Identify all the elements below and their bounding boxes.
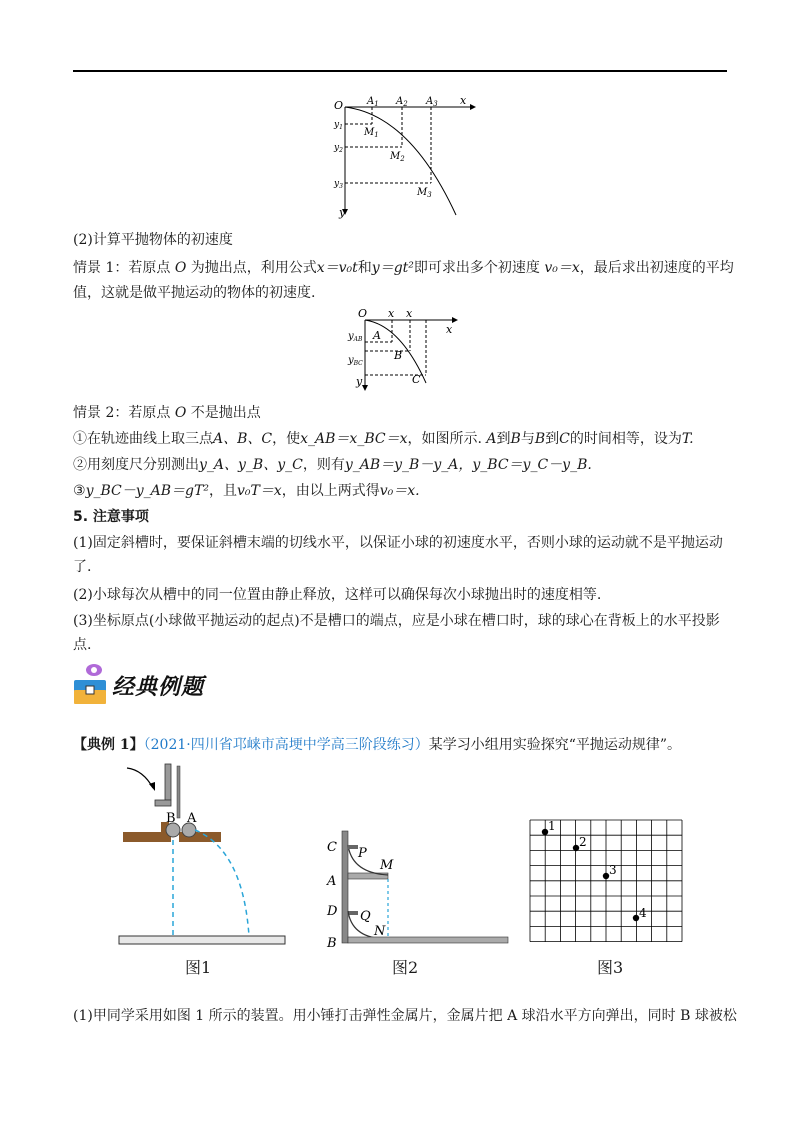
classic-examples-banner [72,660,232,710]
svg-text:M2: $M_2$ [390,151,405,163]
svg-text:A: A [187,811,197,826]
svg-text:P: P [358,846,367,861]
figure-2-apparatus [322,825,512,950]
header-rule [73,70,727,72]
svg-text:M: M [380,858,394,873]
note-2: (2)小球每次从槽中的同一位置由静止释放，这样可以确保每次小球抛出时的速度相等. [73,587,602,603]
svg-text:y: y [356,375,363,388]
trajectory-figure-2 [340,305,465,395]
svg-text:x: x [406,307,413,320]
line-calc-velocity: (2)计算平抛物体的初速度 [73,232,233,248]
figure-2-caption: 图2 [392,958,419,977]
question-1-line: (1)甲同学采用如图 1 所示的装置。用小锤打击弹性金属片，金属片把 A 球沿水平方向弹出，同时 B 球被松 [73,1008,737,1024]
svg-text:2: 2 [579,835,587,849]
svg-text:B: B [394,349,403,362]
line-scenario-1-cont: 值，这就是做平抛运动的物体的初速度. [73,285,316,301]
svg-text:1: 1 [548,819,556,833]
figure-3-grid [528,818,688,946]
svg-text:4: 4 [639,906,647,920]
svg-text:y1: $y_1$ [334,120,343,131]
figure-1-caption: 图1 [185,958,212,977]
line-step-3: ③y_BC－y_AB＝gT²，且v₀T＝x，由以上两式得v₀＝x. [73,483,420,499]
svg-text:yBC: $y_{BC}$ [348,355,363,367]
svg-text:D: D [327,904,338,919]
example-1-line: 【典例 1】（2021·四川省邛崃市高埂中学高三阶段练习）某学习小组用实验探究“平抛运动规律”。 [73,737,682,753]
svg-text:x: x [446,323,453,336]
svg-text:y2: $y_2$ [334,143,343,154]
svg-text:A3: $A_3$ [426,96,438,108]
trajectory-figure-1 [330,95,480,220]
treasure-chest-icon [72,660,110,708]
svg-text:M1: $M_1$ [364,127,379,139]
line-scenario-2: 情景 2：若原点 O 不是抛出点 [73,405,261,421]
svg-text:N: N [374,924,386,939]
svg-text:3: 3 [609,863,617,877]
example-label: 【典例 1】 [73,737,144,753]
svg-text:x: x [388,307,395,320]
section-heading-notes: 5. 注意事项 [73,509,149,525]
svg-text:y: y [339,206,346,219]
line-step-2: ②用刻度尺分别测出y_A、y_B、y_C，则有y_AB＝y_B－y_A，y_BC＝y_C－y_B. [73,457,592,473]
figure-1-apparatus [115,760,290,950]
svg-text:A2: $A_2$ [396,96,408,108]
svg-text:M3: $M_3$ [417,187,432,199]
svg-text:yAB: $y_{AB}$ [348,331,363,343]
note-1: (1)固定斜槽时，要保证斜槽末端的切线水平，以保证小球的初速度水平，否则小球的运动就不是平抛运动了. [73,535,723,575]
svg-text:Q: Q [360,909,371,924]
svg-text:y3: $y_3$ [334,179,343,190]
banner-title: 经典例题 [112,675,205,700]
origin-label: O [334,99,344,112]
svg-text:B: B [166,811,176,826]
figure-3-caption: 图3 [597,958,624,977]
svg-text:A: A [327,874,337,889]
example-source: （2021·四川省邛崃市高埂中学高三阶段练习） [143,737,429,753]
svg-text:C: C [327,840,337,855]
line-scenario-1: 情景 1：若原点 O 为抛出点，利用公式x＝v₀t和y＝gt²即可求出多个初速度 v₀＝x，最后求出初速度的平均 [73,260,734,276]
note-3: (3)坐标原点(小球做平抛运动的起点)不是槽口的端点，应是小球在槽口时，球的球心在背板上的水平投影点. [73,613,720,653]
line-step-1: ①在轨迹曲线上取三点A、B、C，使x_AB＝x_BC＝x，如图所示. A到B与B到C的时间相等，设为T. [73,431,694,447]
svg-text:C: C [412,373,421,386]
svg-text:A: A [373,329,381,342]
svg-text:O: O [358,307,368,320]
svg-text:B: B [327,936,337,950]
svg-text:A1: $A_1$ [367,96,379,108]
svg-text:x: x [460,95,467,107]
